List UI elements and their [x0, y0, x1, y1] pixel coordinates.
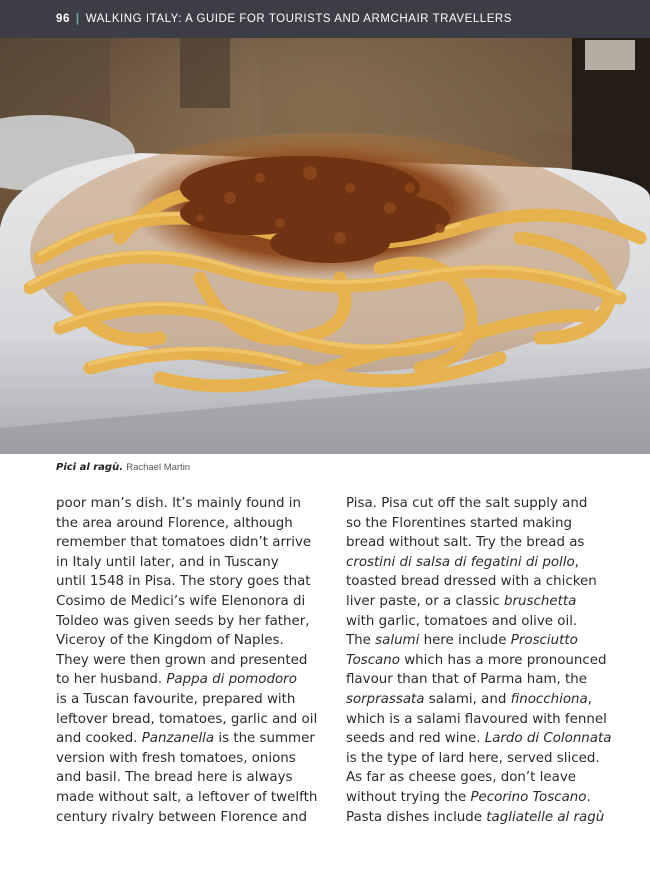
photo-caption [56, 462, 190, 473]
text-line [56, 494, 324, 514]
text-line [346, 808, 614, 828]
text-segment: with garlic, tomatoes and olive oil. [346, 613, 578, 629]
text-line [56, 631, 324, 651]
text-segment: liver paste, or a classic [346, 593, 505, 609]
text-segment: The [346, 633, 376, 649]
body-column-right [346, 494, 614, 827]
text-line [346, 592, 614, 612]
text-line [346, 729, 614, 749]
text-segment: is the summer [214, 731, 315, 747]
italic-term: sorprassata [346, 691, 425, 707]
text-segment: is a Tuscan favourite, prepared with [56, 691, 296, 707]
italic-term: Pappa di pomodoro [166, 672, 297, 688]
text-line [56, 690, 324, 710]
body-column-left [56, 494, 324, 827]
text-segment: version with fresh tomatoes, onions [56, 750, 296, 766]
text-line [346, 710, 614, 730]
text-line [346, 690, 614, 710]
text-line [346, 788, 614, 808]
text-line [56, 572, 324, 592]
text-segment: As far as cheese goes, don’t leave [346, 770, 577, 786]
text-segment: Pasta dishes include [346, 809, 487, 825]
italic-term: Panzanella [141, 731, 215, 747]
text-line [346, 533, 614, 553]
text-line [56, 553, 324, 573]
text-line [56, 749, 324, 769]
text-segment: Pisa. Pisa cut off the salt supply and [346, 496, 588, 511]
text-line [346, 494, 614, 514]
italic-term: finocchiona [510, 691, 588, 707]
italic-term: crostini di salsa di fegatini di pollo [346, 554, 575, 570]
text-segment: Cosimo de Medici’s wife Elenonora di [56, 593, 306, 609]
text-segment: Viceroy of the Kingdom of Naples. [56, 633, 284, 649]
text-segment: is the type of lard here, served sliced. [346, 750, 600, 766]
text-segment: here include [419, 633, 511, 649]
text-line [346, 612, 614, 632]
text-line [346, 514, 614, 534]
text-segment: flavour than that of Parma ham, the [346, 672, 587, 688]
pasta-photo-illustration [0, 38, 650, 454]
page-number: 96 [56, 13, 70, 25]
text-segment: salami, and [424, 691, 511, 707]
italic-term: Pecorino Toscano [470, 789, 587, 805]
text-line [346, 749, 614, 769]
pasta-photo [0, 38, 650, 454]
text-segment: so the Florentines started making [346, 515, 573, 531]
text-segment: the area around Florence, although [56, 515, 293, 531]
text-segment: bread without salt. Try the bread as [346, 535, 585, 551]
text-line [56, 808, 324, 828]
text-segment: , [574, 554, 579, 570]
text-line [56, 768, 324, 788]
text-line [56, 612, 324, 632]
text-line [346, 553, 614, 573]
text-segment: and basil. The bread here is always [56, 770, 293, 786]
text-segment: leftover bread, tomatoes, garlic and oil [56, 711, 318, 727]
text-line [56, 651, 324, 671]
italic-term: Toscano [346, 652, 400, 668]
text-line [346, 670, 614, 690]
text-segment: toasted bread dressed with a chicken [346, 574, 597, 590]
text-line [56, 788, 324, 808]
text-segment: in Italy until later, and in Tuscany [56, 554, 279, 570]
italic-term: bruschetta [504, 593, 577, 609]
text-segment: poor man’s dish. It’s mainly found in [56, 496, 301, 511]
italic-term: salumi [375, 633, 420, 649]
text-segment: seeds and red wine. [346, 731, 485, 747]
text-line [346, 768, 614, 788]
text-segment: without trying the [346, 789, 471, 805]
text-segment: which is a salami flavoured with fennel [346, 711, 607, 727]
text-segment: They were then grown and presented [56, 652, 308, 668]
caption-credit: Rachael Martin [126, 462, 191, 473]
text-line [56, 533, 324, 553]
text-segment: , [587, 691, 593, 707]
text-segment: century rivalry between Florence and [56, 809, 308, 825]
italic-term: Lardo di Colonnata [484, 731, 612, 747]
text-segment: . [586, 789, 591, 805]
text-line [56, 514, 324, 534]
text-line [346, 631, 614, 651]
running-header [0, 0, 650, 38]
text-segment: made without salt, a leftover of twelfth [56, 789, 318, 805]
italic-term: tagliatelle al ragù [486, 809, 605, 825]
text-segment: until 1548 in Pisa. The story goes that [56, 574, 311, 590]
text-line [56, 710, 324, 730]
italic-term: Prosciutto [510, 633, 578, 649]
caption-title: Pici al ragù. [56, 462, 124, 473]
text-line [56, 592, 324, 612]
header-separator: | [75, 13, 80, 25]
text-line [346, 651, 614, 671]
running-title: WALKING ITALY: A GUIDE FOR TOURISTS AND ARMCHAIR TRAVELLERS [85, 13, 513, 25]
text-line [346, 572, 614, 592]
text-line [56, 729, 324, 749]
text-segment: to her husband. [56, 672, 167, 688]
text-segment: remember that tomatoes didn’t arrive [56, 535, 312, 551]
text-segment: and cooked. [56, 731, 142, 747]
text-line [56, 670, 324, 690]
text-segment: Toldeo was given seeds by her father, [56, 613, 310, 629]
text-segment: which has a more pronounced [399, 652, 607, 668]
